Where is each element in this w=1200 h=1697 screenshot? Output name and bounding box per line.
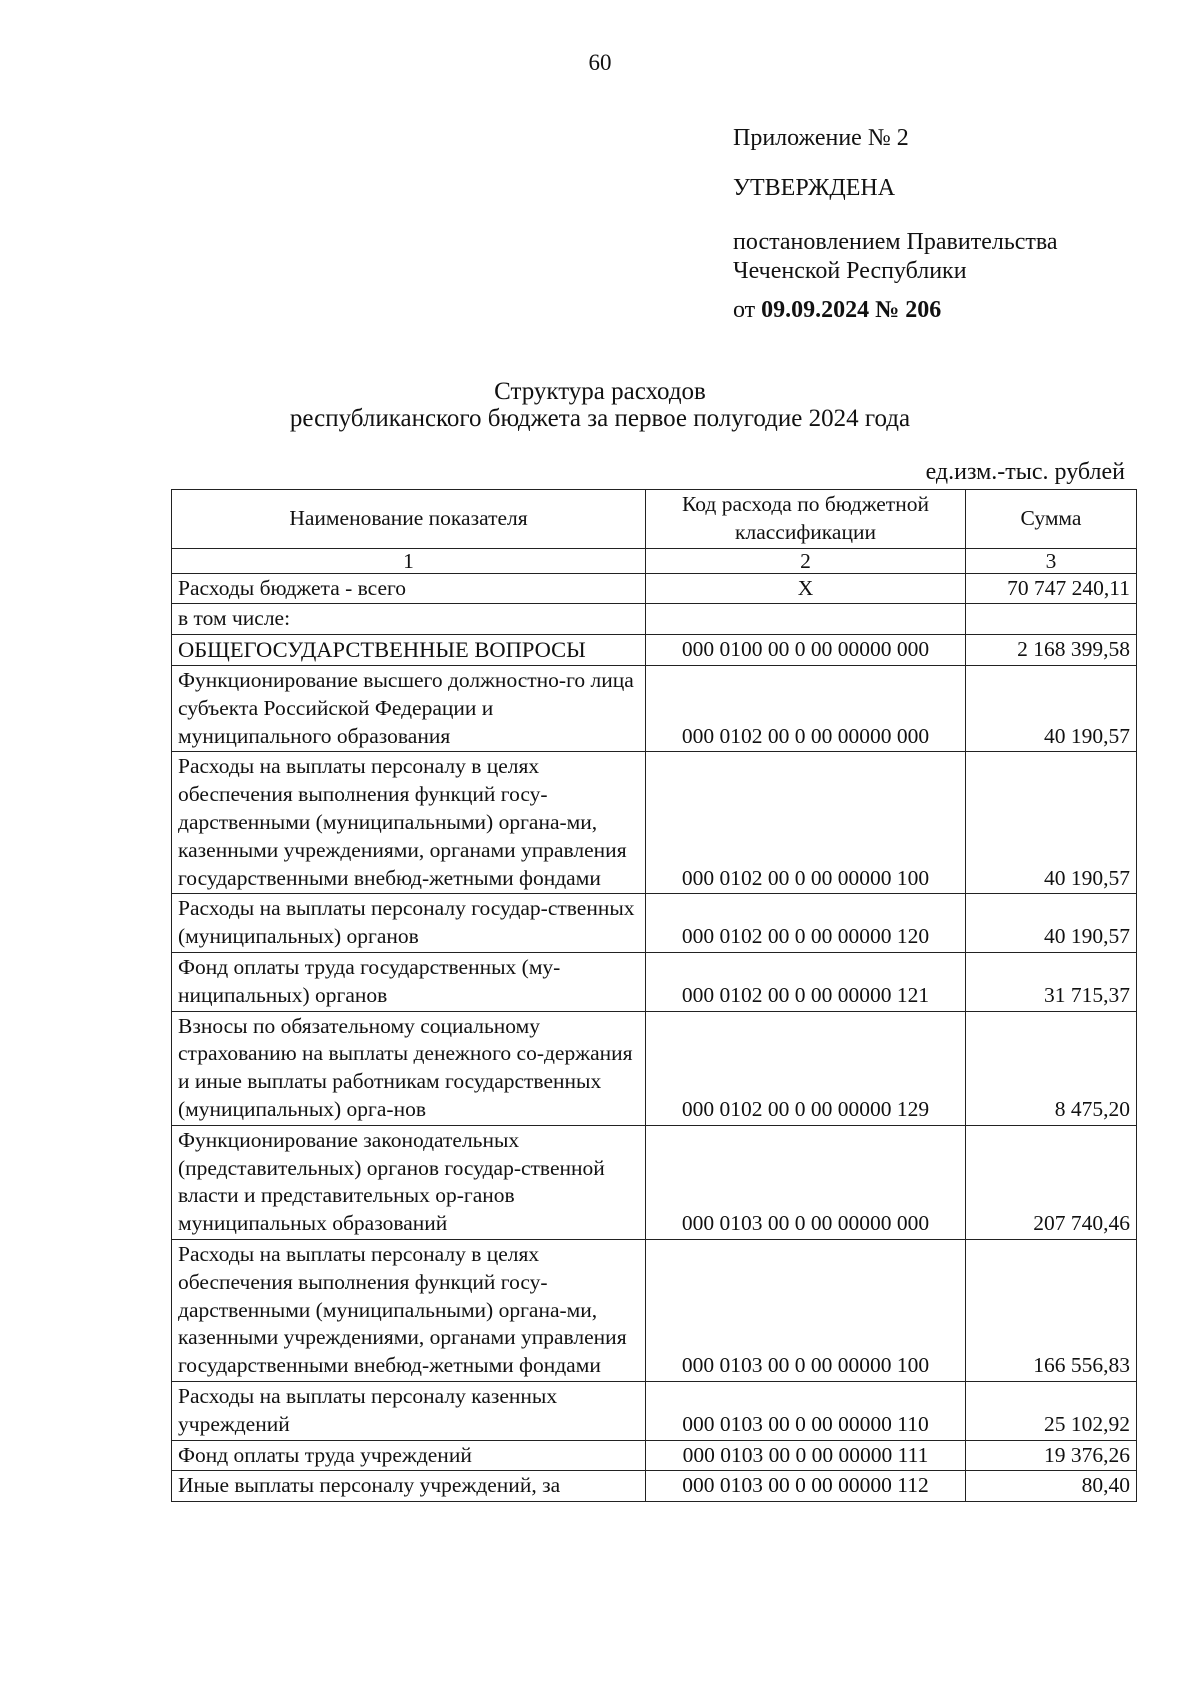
header-name: Наименование показателя bbox=[172, 490, 646, 549]
row-sum: 2 168 399,58 bbox=[966, 635, 1137, 666]
approval-block bbox=[733, 124, 1173, 324]
units-label: ед.изм.-тыс. рублей bbox=[925, 459, 1125, 485]
header-code: Код расхода по бюджетной классификации bbox=[646, 490, 966, 549]
column-number: 2 bbox=[646, 548, 966, 573]
row-code: 000 0103 00 0 00 00000 111 bbox=[646, 1440, 966, 1471]
row-sum: 70 747 240,11 bbox=[966, 573, 1137, 604]
row-name: Взносы по обязательному социальному страхованию на выплаты денежного со-держания и иные выплаты работникам государственных (муниципальных) орга-нов bbox=[172, 1011, 646, 1125]
table-row bbox=[172, 665, 1137, 751]
row-name: Расходы на выплаты персоналу в целях обеспечения выполнения функций госу-дарственными (муниципальными) органа-ми, казенными учреждениями, органами управления государственными внебюд-жетными фондами bbox=[172, 1239, 646, 1381]
table-row bbox=[172, 635, 1137, 666]
row-code: 000 0102 00 0 00 00000 129 bbox=[646, 1011, 966, 1125]
row-sum: 31 715,37 bbox=[966, 952, 1137, 1011]
row-name: Иные выплаты персоналу учреждений, за bbox=[172, 1471, 646, 1502]
row-code: 000 0102 00 0 00 00000 100 bbox=[646, 752, 966, 894]
row-sum: 207 740,46 bbox=[966, 1125, 1137, 1239]
title-line-1: Структура расходов bbox=[494, 378, 706, 405]
row-name: Расходы на выплаты персоналу казенных учреждений bbox=[172, 1381, 646, 1440]
approved-label: УТВЕРЖДЕНА bbox=[733, 175, 896, 201]
row-name: в том числе: bbox=[172, 604, 646, 635]
page-number: 60 bbox=[588, 50, 612, 75]
row-name: Расходы на выплаты персоналу государ-ственных (муниципальных) органов bbox=[172, 894, 646, 953]
table-row bbox=[172, 1239, 1137, 1381]
row-name: Расходы на выплаты персоналу в целях обеспечения выполнения функций госу-дарственными (муниципальными) органа-ми, казенными учреждениями, органами управления государственными внебюд-жетными фондами bbox=[172, 752, 646, 894]
row-code: 000 0100 00 0 00 00000 000 bbox=[646, 635, 966, 666]
row-code: 000 0102 00 0 00 00000 121 bbox=[646, 952, 966, 1011]
table-row bbox=[172, 952, 1137, 1011]
column-number-row bbox=[172, 548, 1137, 573]
row-name: Фонд оплаты труда учреждений bbox=[172, 1440, 646, 1471]
row-sum: 166 556,83 bbox=[966, 1239, 1137, 1381]
row-code: 000 0103 00 0 00 00000 100 bbox=[646, 1239, 966, 1381]
row-name: ОБЩЕГОСУДАРСТВЕННЫЕ ВОПРОСЫ bbox=[172, 635, 646, 666]
table-header-row bbox=[172, 490, 1137, 549]
row-code: 000 0103 00 0 00 00000 112 bbox=[646, 1471, 966, 1502]
row-sum: 40 190,57 bbox=[966, 752, 1137, 894]
row-code: 000 0102 00 0 00 00000 120 bbox=[646, 894, 966, 953]
table-row bbox=[172, 1125, 1137, 1239]
title-line-2: республиканского бюджета за первое полугодие 2024 года bbox=[289, 405, 911, 432]
row-code: 000 0103 00 0 00 00000 000 bbox=[646, 1125, 966, 1239]
table-row bbox=[172, 1471, 1137, 1502]
table-row bbox=[172, 1440, 1137, 1471]
column-number: 1 bbox=[172, 548, 646, 573]
header-sum: Сумма bbox=[966, 490, 1137, 549]
date-number: 09.09.2024 № 206 bbox=[761, 296, 942, 323]
row-code: 000 0102 00 0 00 00000 000 bbox=[646, 665, 966, 751]
table-row bbox=[172, 1381, 1137, 1440]
column-number: 3 bbox=[966, 548, 1137, 573]
table-row bbox=[172, 604, 1137, 635]
table-row bbox=[172, 894, 1137, 953]
row-name: Фонд оплаты труда государственных (му-ниципальных) органов bbox=[172, 952, 646, 1011]
table-row bbox=[172, 573, 1137, 604]
row-code bbox=[646, 604, 966, 635]
decree-date bbox=[733, 296, 1173, 325]
row-sum: 40 190,57 bbox=[966, 894, 1137, 953]
row-name: Функционирование высшего должностно-го лица субъекта Российской Федерации и муниципального образования bbox=[172, 665, 646, 751]
row-sum: 80,40 bbox=[966, 1471, 1137, 1502]
table-row bbox=[172, 752, 1137, 894]
row-code: Х bbox=[646, 573, 966, 604]
row-sum: 40 190,57 bbox=[966, 665, 1137, 751]
row-name: Функционирование законодательных (представительных) органов государ-ственной власти и представительных ор-ганов муниципальных образований bbox=[172, 1125, 646, 1239]
decree-label: постановлением Правительства Чеченской Республики bbox=[733, 229, 1058, 284]
row-sum bbox=[966, 604, 1137, 635]
row-sum: 25 102,92 bbox=[966, 1381, 1137, 1440]
annex-label: Приложение № 2 bbox=[733, 125, 909, 151]
row-sum: 19 376,26 bbox=[966, 1440, 1137, 1471]
row-code: 000 0103 00 0 00 00000 110 bbox=[646, 1381, 966, 1440]
table-row bbox=[172, 1011, 1137, 1125]
document-title bbox=[0, 378, 1200, 432]
budget-table bbox=[171, 489, 1137, 1502]
row-name: Расходы бюджета - всего bbox=[172, 573, 646, 604]
date-prefix: от bbox=[733, 296, 756, 323]
row-sum: 8 475,20 bbox=[966, 1011, 1137, 1125]
